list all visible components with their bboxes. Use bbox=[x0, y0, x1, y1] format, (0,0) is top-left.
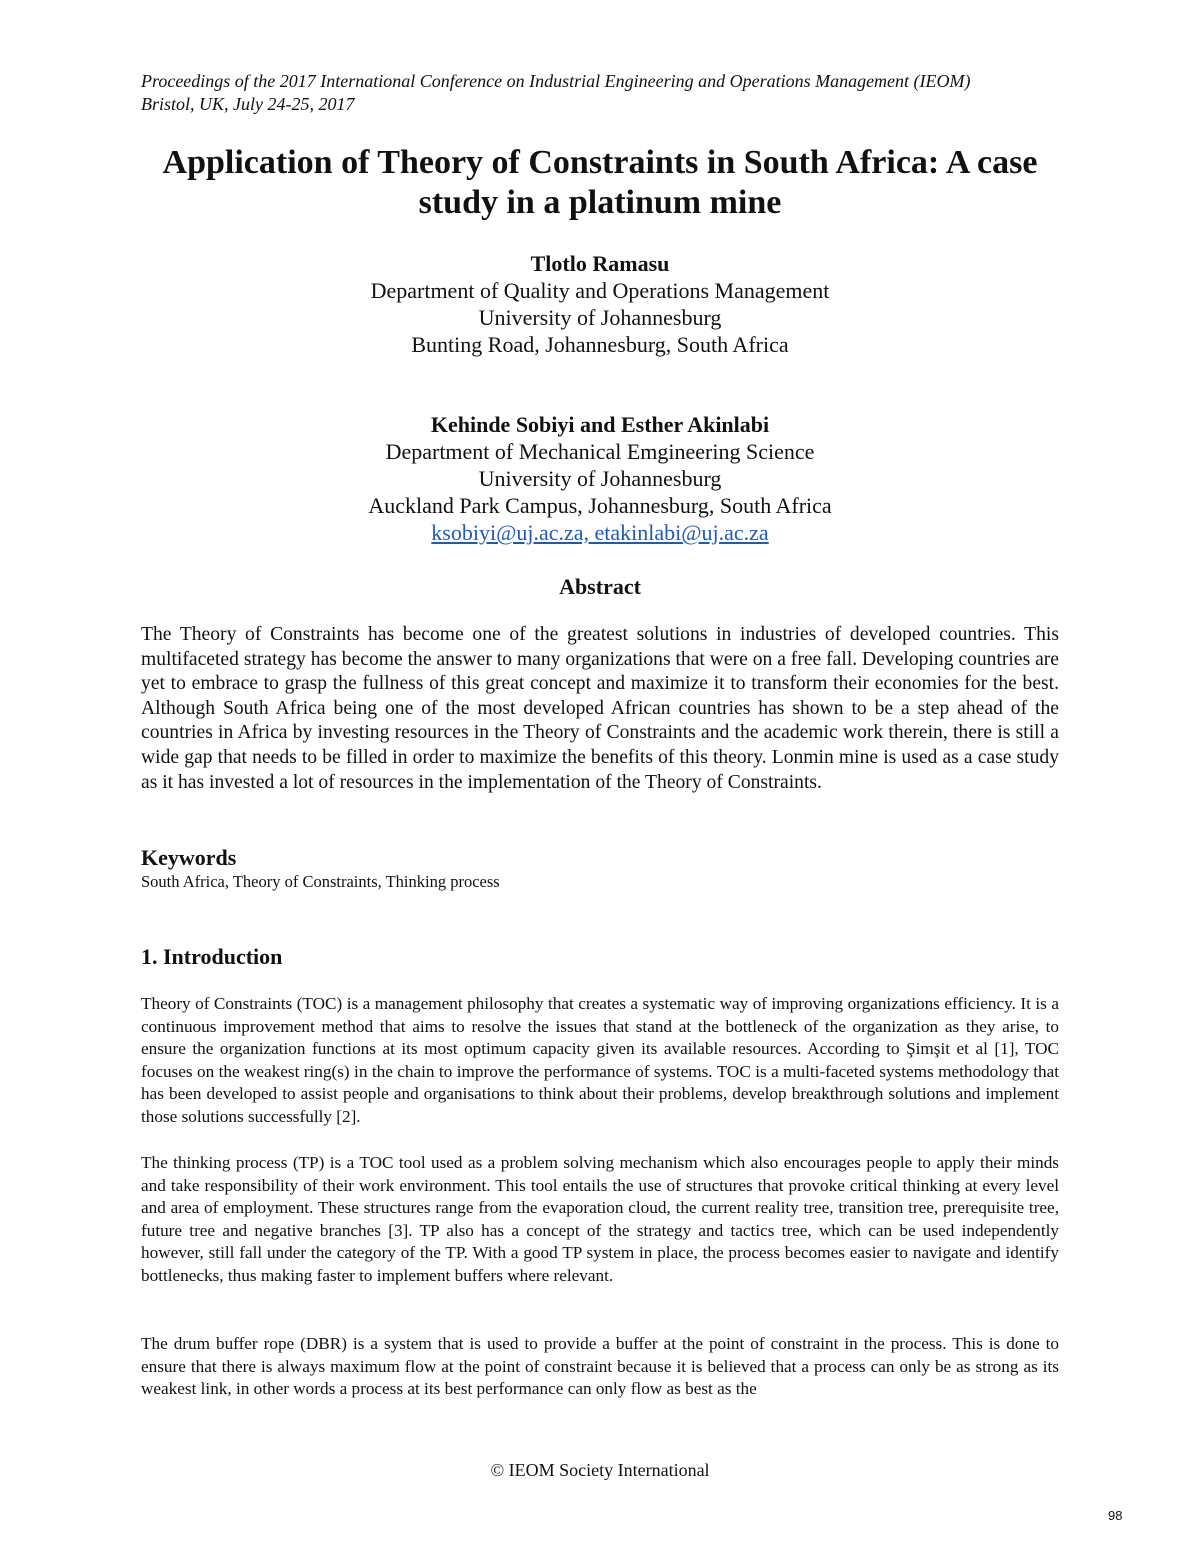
author-university: University of Johannesburg bbox=[478, 466, 722, 491]
introduction-paragraph: The drum buffer rope (DBR) is a system that is used to provide a buffer at the point of constraint in the process. This is done to ensure that there is always maximum flow at the point of constraint because it is believed that a process can only be as strong as its weakest link, in other words a process at its best performance can only flow as best as the bbox=[141, 1334, 1059, 1399]
title-line-2: study in a platinum mine bbox=[418, 184, 782, 221]
title-line-1: Application of Theory of Constraints in South Africa: A case bbox=[162, 144, 1038, 181]
copyright-footer: © IEOM Society International bbox=[490, 1460, 710, 1480]
keywords-text: South Africa, Theory of Constraints, Thinking process bbox=[141, 872, 500, 891]
introduction-paragraph: Theory of Constraints (TOC) is a management philosophy that creates a systematic way of improving organizations efficiency. It is a continuous improvement method that aims to resolve the issues that stand at the bottleneck of the organization as they arise, to ensure the organization functions at its most optimum capacity given its available resources. According to Şimşit et al [1], TOC focuses on the weakest ring(s) in the chain to improve the performance of systems. TOC is a multi-faceted systems methodology that has been developed to assist people and organisations to think about their problems, develop breakthrough solutions and implement those solutions successfully [2]. bbox=[141, 994, 1059, 1126]
keywords-heading: Keywords bbox=[141, 845, 237, 870]
introduction-paragraph: The thinking process (TP) is a TOC tool used as a problem solving mechanism which also encourages people to apply their minds and take responsibility of their work environment. This tool entails the use of structures that provoke critical thinking at every level and area of employment. These structures range from the evaporation cloud, the current reality tree, transition tree, prerequisite tree, future tree and negative branches [3]. TP also has a concept of the strategy and tactics tree, which can be used independently however, still fall under the category of the TP. With a good TP system in place, the process becomes easier to navigate and identify bottlenecks, thus making faster to implement buffers where relevant. bbox=[141, 1153, 1059, 1285]
author-name: Tlotlo Ramasu bbox=[530, 251, 670, 276]
proceedings-line: Proceedings of the 2017 International Conference on Industrial Engineering and Operations Management (IEOM) bbox=[141, 71, 971, 91]
author-department: Department of Mechanical Emgineering Science bbox=[385, 439, 815, 464]
author-block-2 bbox=[100, 411, 1100, 546]
author-address: Auckland Park Campus, Johannesburg, South Africa bbox=[368, 493, 832, 518]
page-number: 98 bbox=[1108, 1508, 1123, 1523]
abstract-text: The Theory of Constraints has become one of the greatest solutions in industries of developed countries. This multifaceted strategy has become the answer to many organizations that were on a free fall. Developing countries are yet to embrace to grasp the fullness of this great concept and maximize it to transform their economies for the best. Although South Africa being one of the most developed African countries has shown to be a step ahead of the countries in Africa by investing resources in the Theory of Constraints and the academic work therein, there is still a wide gap that needs to be filled in order to maximize the benefits of this theory. Lonmin mine is used as a case study as it has invested a lot of resources in the implementation of the Theory of Constraints. bbox=[141, 624, 1060, 793]
paper-title bbox=[100, 143, 1100, 223]
author-block-1 bbox=[100, 250, 1100, 358]
author-department: Department of Quality and Operations Management bbox=[370, 278, 830, 303]
author-name: Kehinde Sobiyi and Esther Akinlabi bbox=[430, 412, 770, 437]
abstract-heading: Abstract bbox=[559, 574, 641, 599]
conference-location-date: Bristol, UK, July 24-25, 2017 bbox=[141, 94, 355, 114]
author-address: Bunting Road, Johannesburg, South Africa bbox=[411, 332, 789, 357]
proceedings-header bbox=[141, 70, 971, 116]
author-email-link[interactable]: ksobiyi@uj.ac.za, etakinlabi@uj.ac.za bbox=[431, 520, 769, 545]
author-university: University of Johannesburg bbox=[478, 305, 722, 330]
introduction-heading: 1. Introduction bbox=[141, 944, 283, 969]
